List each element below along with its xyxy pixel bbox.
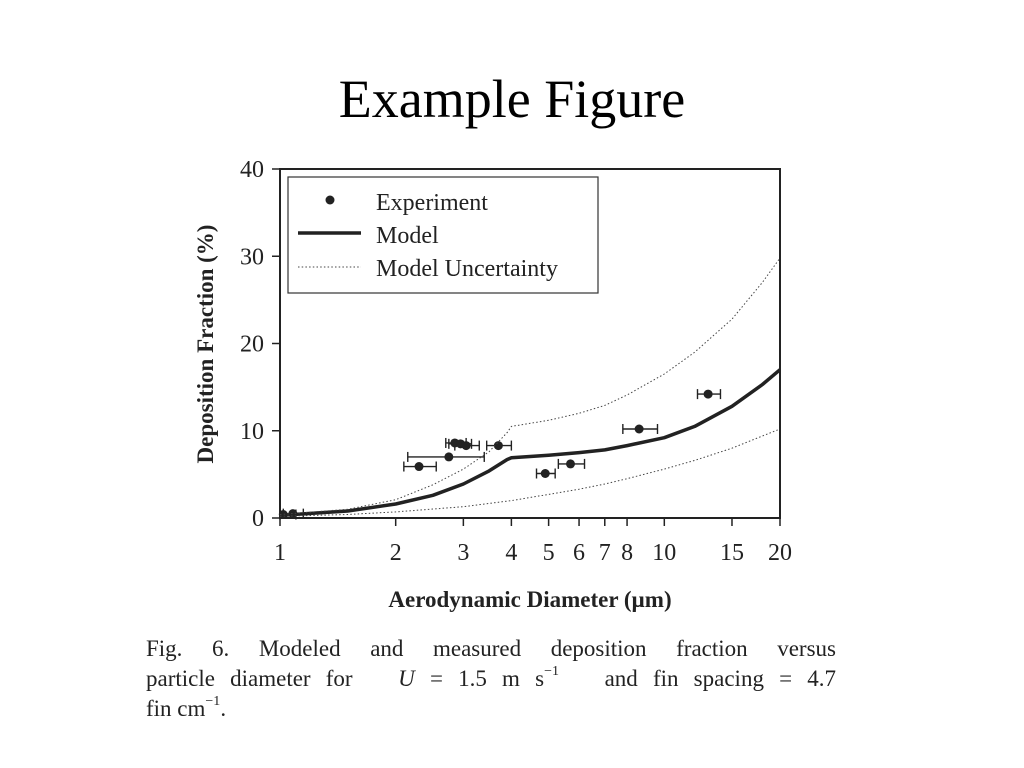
x-tick-label: 20	[768, 540, 792, 566]
caption-line-2-a: particle diameter for	[146, 666, 353, 691]
x-axis	[274, 518, 792, 566]
y-tick-label: 0	[252, 506, 264, 532]
x-tick-label: 6	[573, 540, 586, 566]
experiment-marker	[444, 452, 453, 461]
experiment-point	[697, 389, 720, 399]
experiment-point	[623, 424, 658, 434]
series-layer	[279, 258, 780, 520]
y-tick-label: 30	[240, 244, 264, 271]
caption-line-2-sup: −1	[544, 664, 559, 680]
caption-line-3	[146, 694, 836, 724]
experiment-marker	[704, 390, 713, 399]
experiment-point	[487, 441, 512, 451]
figure-caption	[146, 634, 836, 724]
legend	[288, 177, 598, 293]
x-tick-label: 3	[457, 540, 470, 566]
caption-line-1: Fig. 6. Modeled and measured deposition fraction versus	[146, 636, 836, 661]
experiment-marker	[541, 469, 550, 478]
legend-uncertainty-label: Model Uncertainty	[376, 256, 558, 282]
caption-line-3-sup: −1	[205, 694, 221, 710]
caption-variable-u: U	[398, 666, 415, 691]
x-tick-label: 4	[505, 540, 518, 566]
caption-line-2	[146, 664, 836, 694]
experiment-point	[404, 462, 436, 472]
caption-line-3-b: .	[220, 696, 227, 721]
y-tick-label: 20	[240, 331, 264, 358]
experiment-point	[537, 469, 556, 479]
caption-line-2-b: = 1.5 m s	[429, 666, 545, 691]
slide-title: Example Figure	[338, 69, 686, 129]
caption-line-3-a: fin cm	[146, 696, 206, 721]
experiment-marker	[635, 425, 644, 434]
experiment-marker	[566, 459, 575, 468]
experiment-marker	[494, 441, 503, 450]
y-tick-label: 40	[240, 157, 264, 183]
x-tick-label: 2	[389, 540, 402, 566]
x-tick-label: 7	[598, 540, 611, 566]
x-tick-label: 5	[542, 540, 555, 566]
experiment-point	[558, 459, 584, 469]
x-tick-label: 15	[719, 540, 744, 566]
experiment-marker	[415, 462, 424, 471]
y-axis-title: Deposition Fraction (%)	[193, 224, 218, 464]
legend-model-label: Model	[376, 223, 439, 249]
legend-experiment-marker	[326, 196, 335, 205]
caption-line-2-c: and fin spacing = 4.7	[604, 666, 837, 691]
x-axis-title: Aerodynamic Diameter (µm)	[388, 587, 672, 612]
y-axis	[240, 157, 280, 532]
experiment-marker	[462, 441, 471, 450]
x-tick-label: 1	[274, 540, 286, 566]
x-tick-label: 8	[621, 540, 634, 566]
y-tick-label: 10	[240, 418, 264, 445]
legend-experiment-label: Experiment	[376, 190, 488, 216]
uncertainty-line	[280, 258, 780, 515]
x-tick-label: 10	[652, 540, 677, 566]
experiment-point	[408, 452, 484, 462]
uncertainty-line	[280, 429, 780, 516]
